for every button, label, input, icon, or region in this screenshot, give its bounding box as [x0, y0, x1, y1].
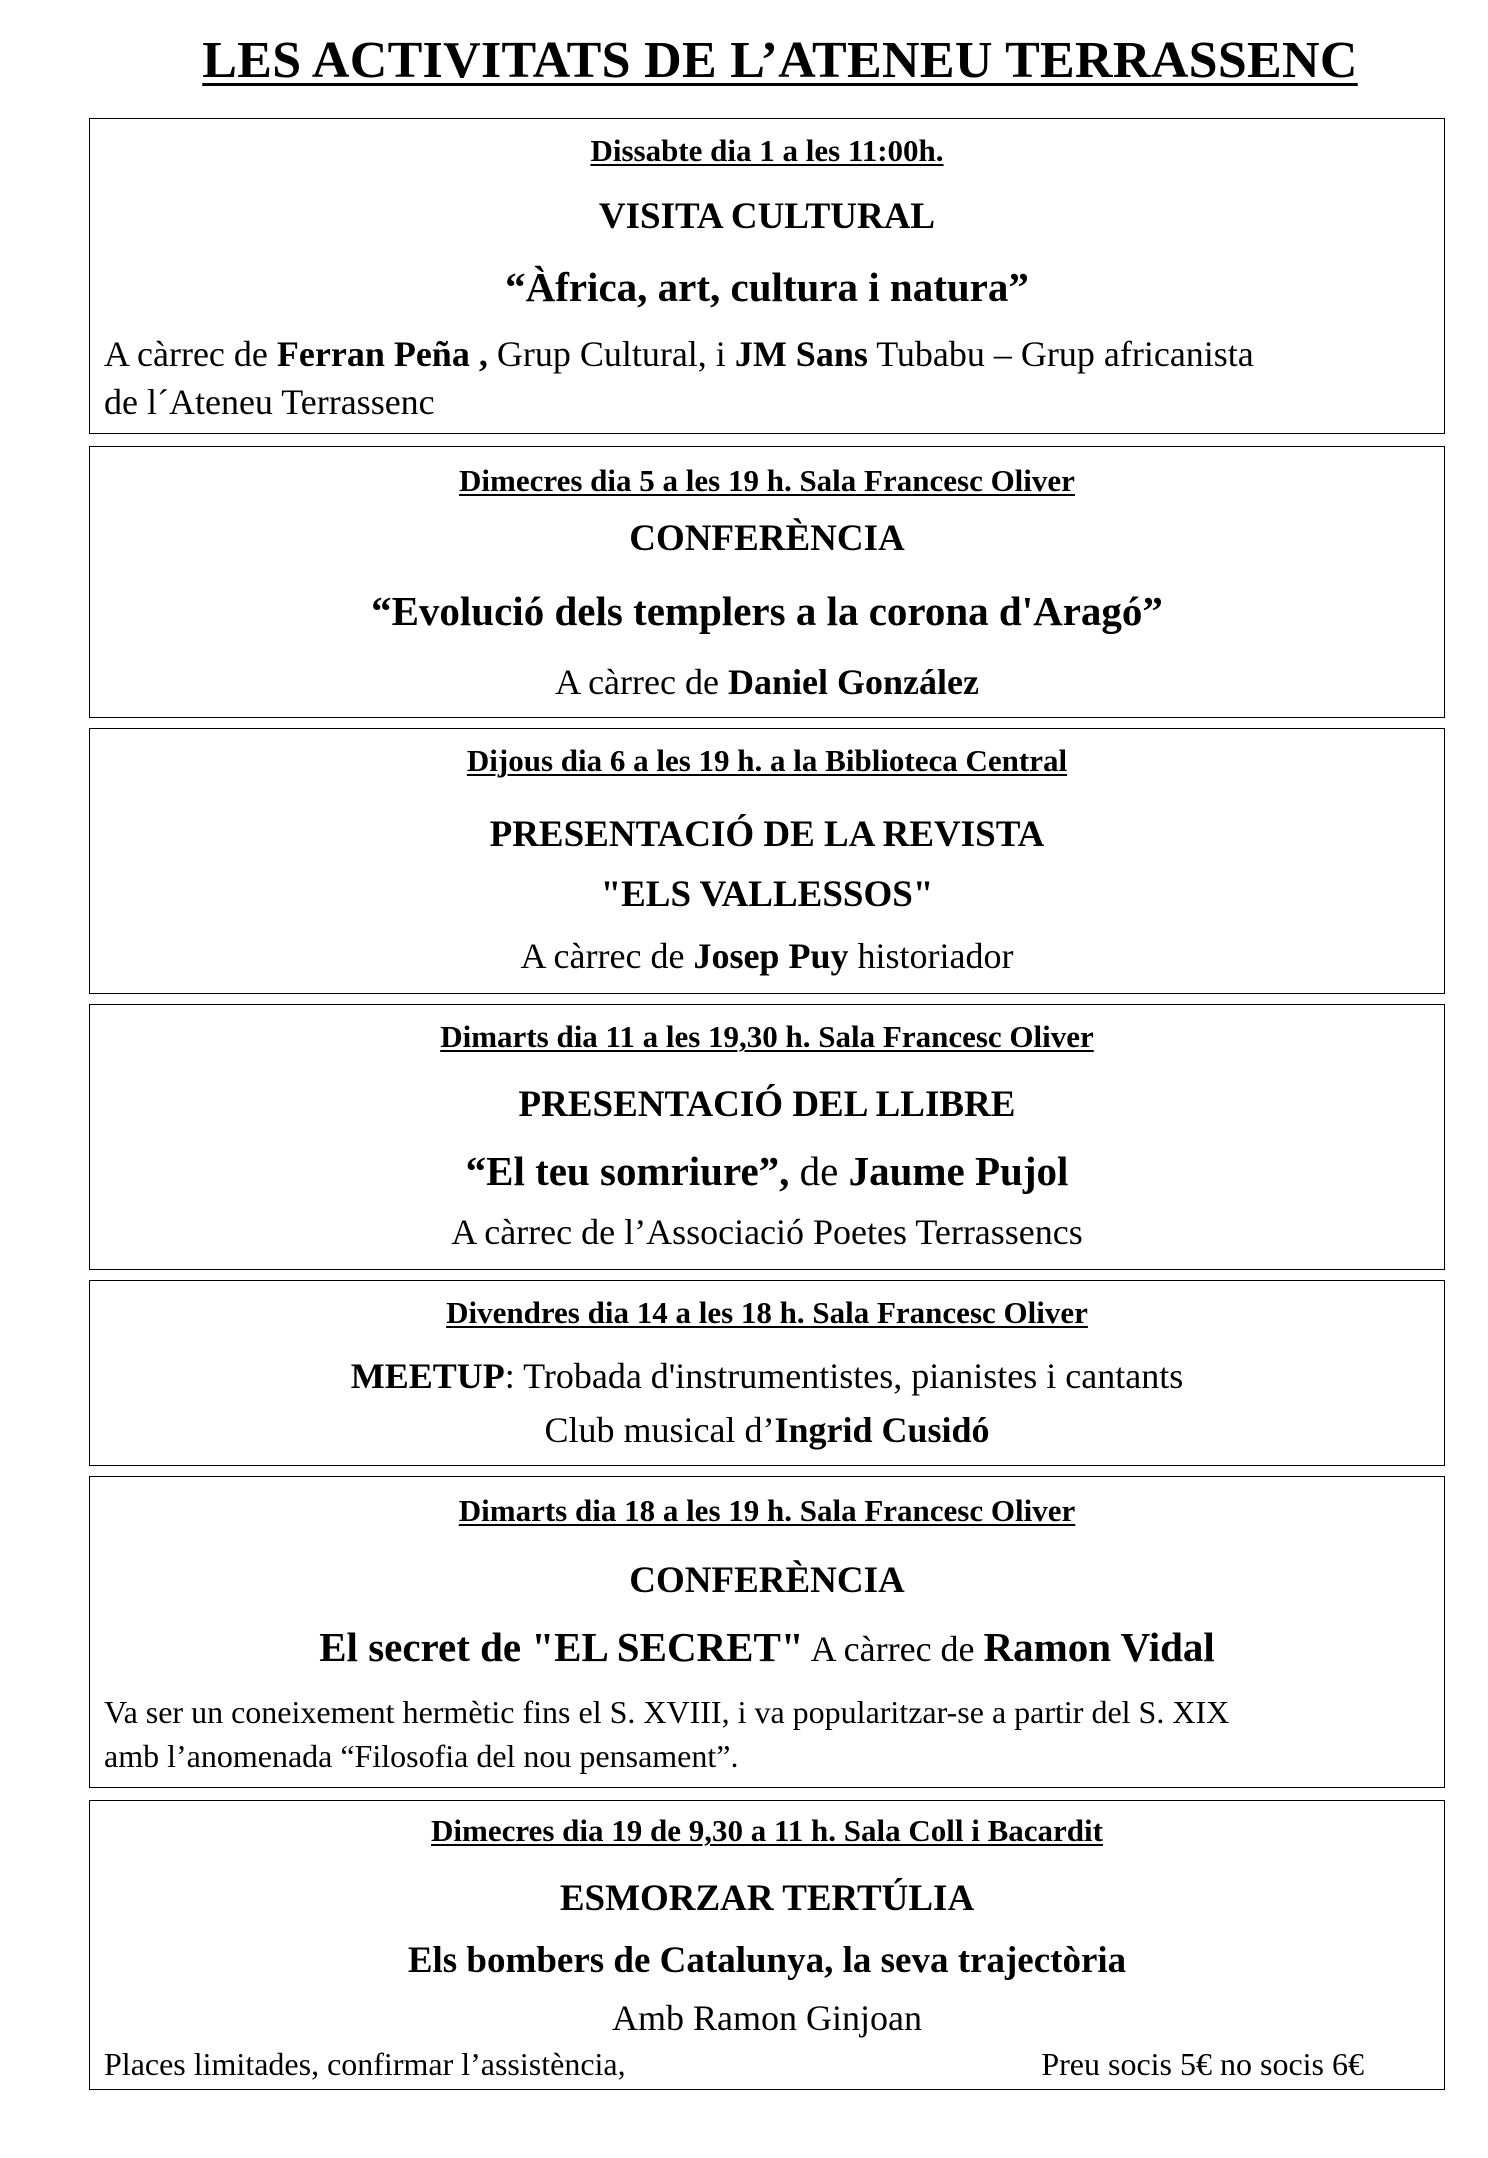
event-places-note: Places limitades, confirmar l’assistència,: [104, 2046, 626, 2082]
event-header: Dimecres dia 5 a les 19 h. Sala Francesc Oliver: [459, 463, 1075, 498]
event-kind: PRESENTACIÓ DEL LLIBRE: [518, 1084, 1016, 1125]
event-box-3: [89, 728, 1445, 994]
event-price: Preu socis 5€ no socis 6€: [1041, 2046, 1364, 2082]
event-kind: CONFERÈNCIA: [629, 518, 905, 559]
event-box-4: [89, 1004, 1445, 1270]
event-speaker: A càrrec de Josep Puy historiador: [520, 936, 1014, 976]
event-kind: VISITA CULTURAL: [598, 196, 936, 237]
event-organizer: Club musical d’Ingrid Cusidó: [544, 1410, 990, 1450]
event-description: MEETUP: Trobada d'instrumentistes, pianistes i cantants: [350, 1356, 1184, 1396]
event-header: Dimarts dia 11 a les 19,30 h. Sala Francesc Oliver: [440, 1019, 1094, 1054]
event-kind: ESMORZAR TERTÚLIA: [559, 1878, 975, 1919]
event-subtitle: “Àfrica, art, cultura i natura”: [505, 264, 1029, 310]
event-header: Dissabte dia 1 a les 11:00h.: [590, 133, 944, 168]
event-header: Dimecres dia 19 de 9,30 a 11 h. Sala Coll i Bacardit: [431, 1813, 1103, 1848]
event-description-line2: amb l’anomenada “Filosofia del nou pensament”.: [104, 1738, 739, 1774]
event-description: A càrrec de Ferran Peña , Grup Cultural, i JM Sans Tubabu – Grup africanista: [104, 334, 1254, 374]
event-host: Amb Ramon Ginjoan: [612, 1998, 922, 2038]
event-header: Dijous dia 6 a les 19 h. a la Biblioteca Central: [466, 743, 1068, 778]
event-book: “El teu somriure”, de Jaume Pujol: [465, 1148, 1069, 1194]
event-box-5: [89, 1280, 1445, 1466]
event-box-2: [89, 446, 1445, 718]
event-speaker: A càrrec de Daniel González: [555, 662, 979, 702]
event-description-line2: de l´Ateneu Terrassenc: [104, 382, 435, 422]
event-subtitle: El secret de "EL SECRET" A càrrec de Ramon Vidal: [319, 1624, 1215, 1670]
event-header: Divendres dia 14 a les 18 h. Sala Francesc Oliver: [446, 1295, 1088, 1330]
event-header: Dimarts dia 18 a les 19 h. Sala Francesc Oliver: [458, 1493, 1076, 1528]
event-speaker: A càrrec de l’Associació Poetes Terrassencs: [451, 1212, 1083, 1252]
event-box-7: [89, 1800, 1445, 2090]
event-kind: PRESENTACIÓ DE LA REVISTA: [489, 814, 1045, 855]
event-subtitle: “Evolució dels templers a la corona d'Aragó”: [371, 588, 1163, 634]
event-box-1: [89, 118, 1445, 434]
event-description: Va ser un coneixement hermètic fins el S. XVIII, i va popularitzar-se a partir del S. XIX: [104, 1694, 1230, 1730]
event-box-6: [89, 1476, 1445, 1788]
event-subtitle: Els bombers de Catalunya, la seva trajectòria: [407, 1940, 1127, 1981]
page-title: LES ACTIVITATS DE L’ATENEU TERRASSENC: [202, 32, 1358, 89]
event-kind: CONFERÈNCIA: [629, 1560, 905, 1601]
event-kind-line2: "ELS VALLESSOS": [600, 874, 934, 915]
